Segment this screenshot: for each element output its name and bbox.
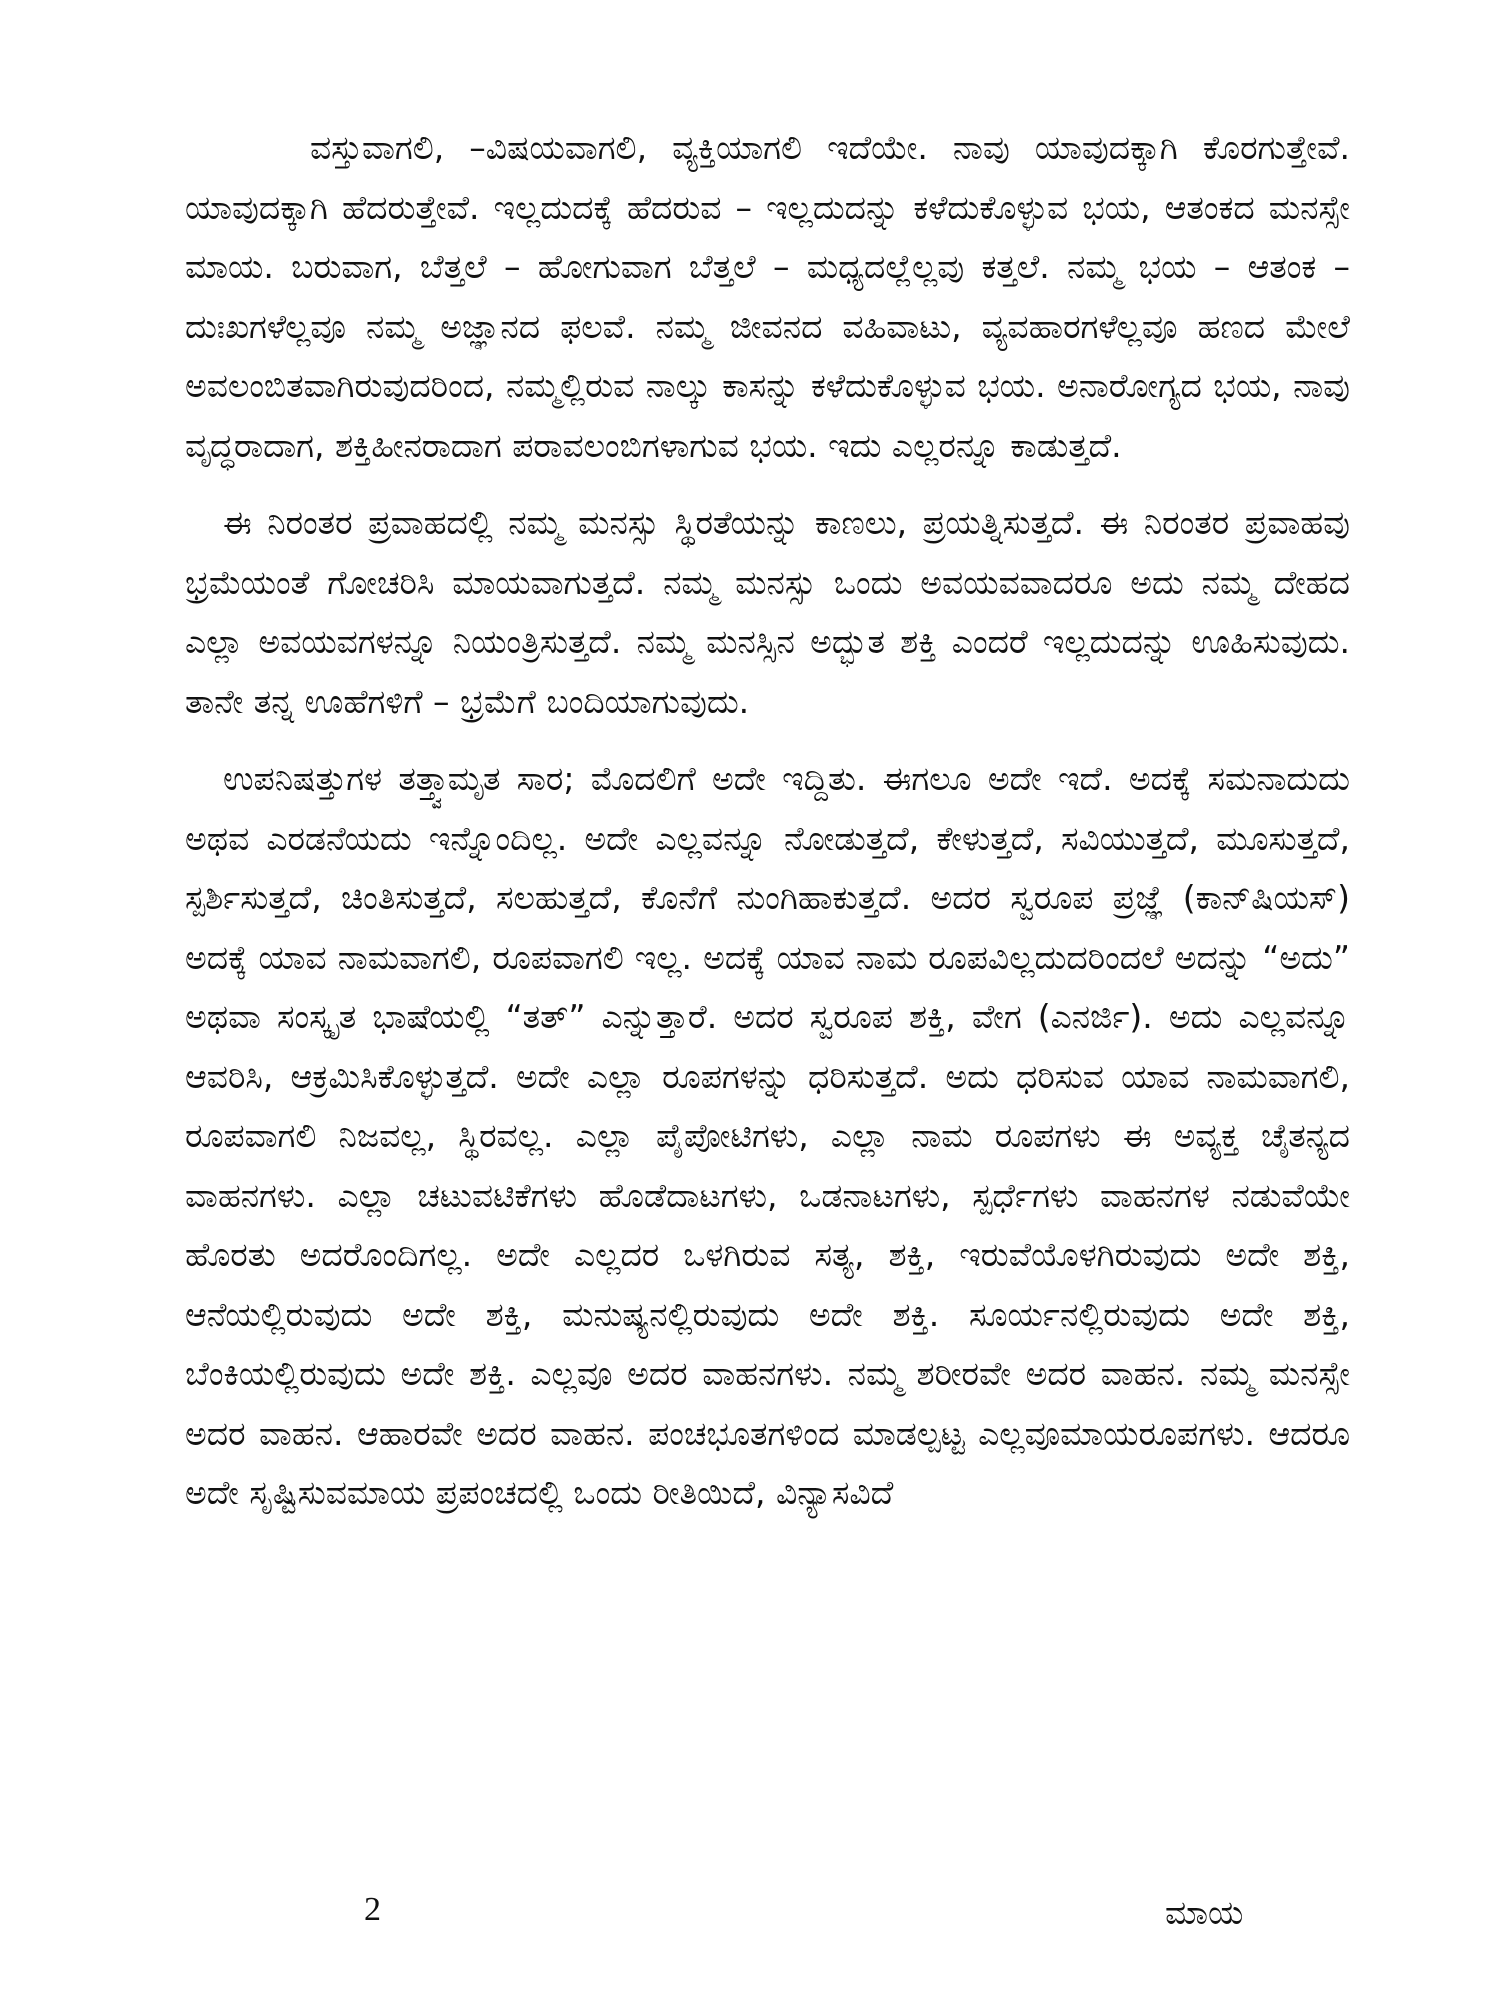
page-number: 2 xyxy=(364,1891,381,1928)
paragraph-3: ಉಪನಿಷತ್ತುಗಳ ತತ್ತ್ವಾಮೃತ ಸಾರ; ಮೊದಲಿಗೆ ಅದೇ ಇದ್ದಿತು. ಈಗಲೂ ಅದೇ ಇದೆ. ಅದಕ್ಕೆ ಸಮನಾದುದು ಅಥವ ಎರಡನೆಯದು ಇನ್ನೊಂದಿಲ್ಲ. ಅದೇ ಎಲ್ಲವನ್ನೂ ನೋಡುತ್ತದೆ, ಕೇಳುತ್ತದೆ, ಸವಿಯುತ್ತದೆ, ಮೂಸುತ್ತದೆ, ಸ್ಪರ್ಶಿಸುತ್ತದೆ, ಚಿಂತಿಸುತ್ತದೆ, ಸಲಹುತ್ತದೆ, ಕೊನೆಗೆ ನುಂಗಿಹಾಕುತ್ತದೆ. ಅದರ ಸ್ವರೂಪ ಪ್ರಜ್ಞೆ (ಕಾನ್‌ಷಿಯಸ್) ಅದಕ್ಕೆ ಯಾವ ನಾಮವಾಗಲಿ, ರೂಪವಾಗಲಿ ಇಲ್ಲ. ಅದಕ್ಕೆ ಯಾವ ನಾಮ ರೂಪವಿಲ್ಲದುದರಿಂದಲೆ ಅದನ್ನು “ಅದು” ಅಥವಾ ಸಂಸ್ಕೃತ ಭಾಷೆಯಲ್ಲಿ “ತತ್” ಎನ್ನುತ್ತಾರೆ. ಅದರ ಸ್ವರೂಪ ಶಕ್ತಿ, ವೇಗ (ಎನರ್ಜಿ). ಅದು ಎಲ್ಲವನ್ನೂ ಆವರಿಸಿ, ಆಕ್ರಮಿಸಿಕೊಳ್ಳುತ್ತದೆ. ಅದೇ ಎಲ್ಲಾ ರೂಪಗಳನ್ನು ಧರಿಸುತ್ತದೆ. ಅದು ಧರಿಸುವ ಯಾವ ನಾಮವಾಗಲಿ, ರೂಪವಾಗಲಿ ನಿಜವಲ್ಲ, ಸ್ಥಿರವಲ್ಲ. ಎಲ್ಲಾ ಪೈಪೋಟಿಗಳು, ಎಲ್ಲಾ ನಾಮ ರೂಪಗಳು ಈ ಅವ್ಯಕ್ತ ಚೈತನ್ಯದ ವಾಹನಗಳು. ಎಲ್ಲಾ ಚಟುವಟಿಕೆಗಳು ಹೊಡೆದಾಟಗಳು, ಒಡನಾಟಗಳು, ಸ್ಪರ್ಧೆಗಳು ವಾಹನಗಳ ನಡುವೆಯೇ ಹೊರತು ಅದರೊಂದಿಗಲ್ಲ. ಅದೇ ಎಲ್ಲದರ ಒಳಗಿರುವ ಸತ್ಯ, ಶಕ್ತಿ, ಇರುವೆಯೊಳಗಿರುವುದು ಅದೇ ಶಕ್ತಿ, ಆನೆಯಲ್ಲಿರುವುದು ಅದೇ ಶಕ್ತಿ, ಮನುಷ್ಯನಲ್ಲಿರುವುದು ಅದೇ ಶಕ್ತಿ. ಸೂರ್ಯನಲ್ಲಿರುವುದು ಅದೇ ಶಕ್ತಿ, ಬೆಂಕಿಯಲ್ಲಿರುವುದು ಅದೇ ಶಕ್ತಿ. ಎಲ್ಲವೂ ಅದರ ವಾಹನಗಳು. ನಮ್ಮ ಶರೀರವೇ ಅದರ ವಾಹನ. ನಮ್ಮ ಮನಸ್ಸೇ ಅದರ ವಾಹನ. ಆಹಾರವೇ ಅದರ ವಾಹನ. ಪಂಚಭೂತಗಳಿಂದ ಮಾಡಲ್ಪಟ್ಟ ಎಲ್ಲವೂಮಾಯರೂಪಗಳು. ಆದರೂ ಅದೇ ಸೃಷ್ಟಿಸುವಮಾಯ ಪ್ರಪಂಚದಲ್ಲಿ ಒಂದು ರೀತಿಯಿದೆ, ವಿನ್ಯಾಸವಿದೆ xyxy=(185,759,1350,1512)
body-text xyxy=(185,118,1350,1523)
paragraph-2: ಈ ನಿರಂತರ ಪ್ರವಾಹದಲ್ಲಿ ನಮ್ಮ ಮನಸ್ಸು ಸ್ಥಿರತೆಯನ್ನು ಕಾಣಲು, ಪ್ರಯತ್ನಿಸುತ್ತದೆ. ಈ ನಿರಂತರ ಪ್ರವಾಹವು ಭ್ರಮೆಯಂತೆ ಗೋಚರಿಸಿ ಮಾಯವಾಗುತ್ತದೆ. ನಮ್ಮ ಮನಸ್ಸು ಒಂದು ಅವಯವವಾದರೂ ಅದು ನಮ್ಮ ದೇಹದ ಎಲ್ಲಾ ಅವಯವಗಳನ್ನೂ ನಿಯಂತ್ರಿಸುತ್ತದೆ. ನಮ್ಮ ಮನಸ್ಸಿನ ಅದ್ಭುತ ಶಕ್ತಿ ಎಂದರೆ ಇಲ್ಲದುದನ್ನು ಊಹಿಸುವುದು. ತಾನೇ ತನ್ನ ಊಹೆಗಳಿಗೆ – ಭ್ರಮೆಗೆ ಬಂದಿಯಾಗುವುದು. xyxy=(185,503,1350,721)
paragraph-1: ವಸ್ತುವಾಗಲಿ, –ವಿಷಯವಾಗಲಿ, ವ್ಯಕ್ತಿಯಾಗಲಿ ಇದೆಯೇ. ನಾವು ಯಾವುದಕ್ಕಾಗಿ ಕೊರಗುತ್ತೇವೆ. ಯಾವುದಕ್ಕಾಗಿ ಹೆದರುತ್ತೇವೆ. ಇಲ್ಲದುದಕ್ಕೆ ಹೆದರುವ – ಇಲ್ಲದುದನ್ನು ಕಳೆದುಕೊಳ್ಳುವ ಭಯ, ಆತಂಕದ ಮನಸ್ಸೇ ಮಾಯ. ಬರುವಾಗ, ಬೆತ್ತಲೆ – ಹೋಗುವಾಗ ಬೆತ್ತಲೆ – ಮಧ್ಯದಲ್ಲೆಲ್ಲವು ಕತ್ತಲೆ. ನಮ್ಮ ಭಯ – ಆತಂಕ – ದುಃಖಗಳೆಲ್ಲವೂ ನಮ್ಮ ಅಜ್ಞಾನದ ಫಲವೆ. ನಮ್ಮ ಜೀವನದ ವಹಿವಾಟು, ವ್ಯವಹಾರಗಳೆಲ್ಲವೂ ಹಣದ ಮೇಲೆ ಅವಲಂಬಿತವಾಗಿರುವುದರಿಂದ, ನಮ್ಮಲ್ಲಿರುವ ನಾಲ್ಕು ಕಾಸನ್ನು ಕಳೆದುಕೊಳ್ಳುವ ಭಯ. ಅನಾರೋಗ್ಯದ ಭಯ, ನಾವು ವೃದ್ಧರಾದಾಗ, ಶಕ್ತಿಹೀನರಾದಾಗ ಪರಾವಲಂಬಿಗಳಾಗುವ ಭಯ. ಇದು ಎಲ್ಲರನ್ನೂ ಕಾಡುತ್ತದೆ. xyxy=(185,128,1350,465)
running-footer-title: ಮಾಯ xyxy=(1165,1893,1244,1932)
